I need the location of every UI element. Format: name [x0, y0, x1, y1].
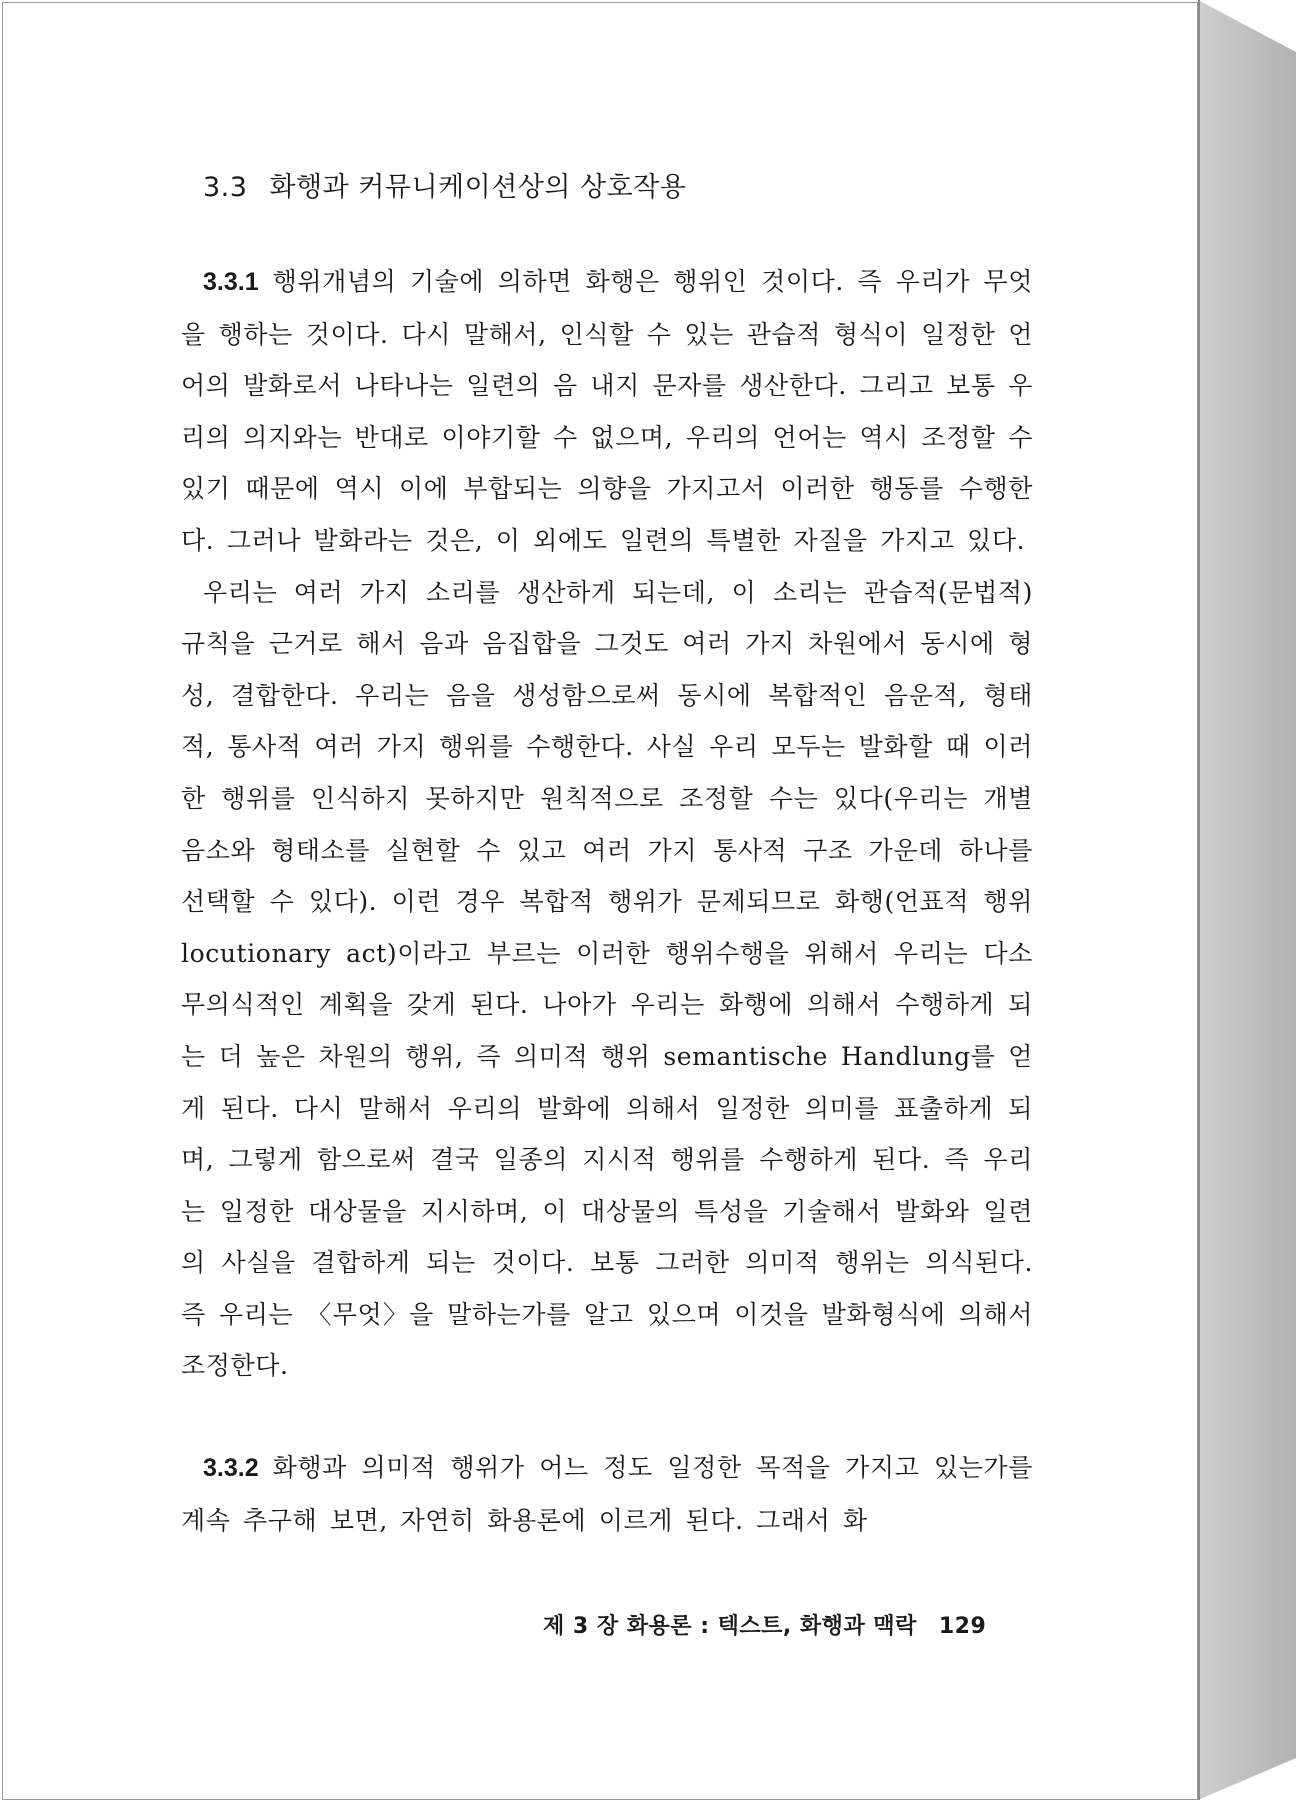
paragraph-text: 행위개념의 기술에 의하면 화행은 행위인 것이다. 즉 우리가 무엇을 행하는 것이다. 다시 말해서, 인식할 수 있는 관습적 형식이 일정한 언어의 발화로서 나타나는 일련의 음 내지 문자를 생산한다. 그리고 보통 우리의 의지와는 반대로 이야기할 수 없으며, 우리의 언어는 역시 조정할 수 있기 때문에 역시 이에 부합되는 의향을 가지고서 이러한 행동를 수행한다. 그러나 발화라는 것은, 이 외에도 일련의 특별한 자질을 가지고 있다. [181, 267, 1033, 555]
running-footer [543, 1609, 986, 1640]
section-gap [181, 1392, 1033, 1442]
book-page [2, 2, 1198, 1800]
paragraph-3-3-1 [181, 256, 1033, 567]
subsection-number: 3.3.1 [203, 268, 259, 296]
page-content [181, 165, 1033, 1546]
section-heading [203, 165, 1033, 204]
section-number: 3.3 [203, 172, 248, 203]
paragraph-text: 우리는 여러 가지 소리를 생산하게 되는데, 이 소리는 관습적(문법적) 규칙을 근거로 해서 음과 음집합을 그것도 여러 가지 차원에서 동시에 형성, 결합한다. 우리는 음을 생성함으로써 동시에 복합적인 음운적, 형태적, 통사적 여러 가지 행위를 수행한다. 사실 우리 모두는 발화할 때 이러한 행위를 인식하지 못하지만 원칙적으로 조정할 수는 있다(우리는 개별음소와 형태소를 실현할 수 있고 여러 가지 통사적 구조 가운데 하나를 선택할 수 있다). 이런 경우 복합적 행위가 문제되므로 화행(언표적 행위 locutionary act)이라고 부르는 이러한 행위수행을 위해서 우리는 다소 무의식적인 계획을 갖게 된다. 나아가 우리는 화행에 의해서 수행하게 되는 더 높은 차원의 행위, 즉 의미적 행위 semantische Handlung를 얻게 된다. 다시 말해서 우리의 발화에 의해서 일정한 의미를 표출하게 되며, 그렇게 함으로써 결국 일종의 지시적 행위를 수행하게 된다. 즉 우리는 일정한 대상물을 지시하며, 이 대상물의 특성을 기술해서 발화와 일련의 사실을 결합하게 되는 것이다. 보통 그러한 의미적 행위는 의식된다. 즉 우리는 〈무엇〉을 말하는가를 알고 있으며 이것을 발화형식에 의해서 조정한다. [181, 577, 1033, 1381]
section-title: 화행과 커뮤니케이션상의 상호작용 [269, 172, 687, 203]
page-edge-line [1198, 0, 1200, 1800]
paragraph-continued [181, 567, 1033, 1393]
chapter-title: 제 3 장 화용론 : 텍스트, 화행과 맥락 [543, 1614, 917, 1639]
book-page-edge [1198, 0, 1296, 1806]
page-number: 129 [938, 1614, 987, 1639]
paragraph-3-3-2 [181, 1442, 1033, 1546]
subsection-number: 3.3.2 [203, 1454, 259, 1483]
paragraph-text: 화행과 의미적 행위가 어느 정도 일정한 목적을 가지고 있는가를 계속 추구해 보면, 자연히 화용론에 이르게 된다. 그래서 화 [181, 1453, 1033, 1535]
